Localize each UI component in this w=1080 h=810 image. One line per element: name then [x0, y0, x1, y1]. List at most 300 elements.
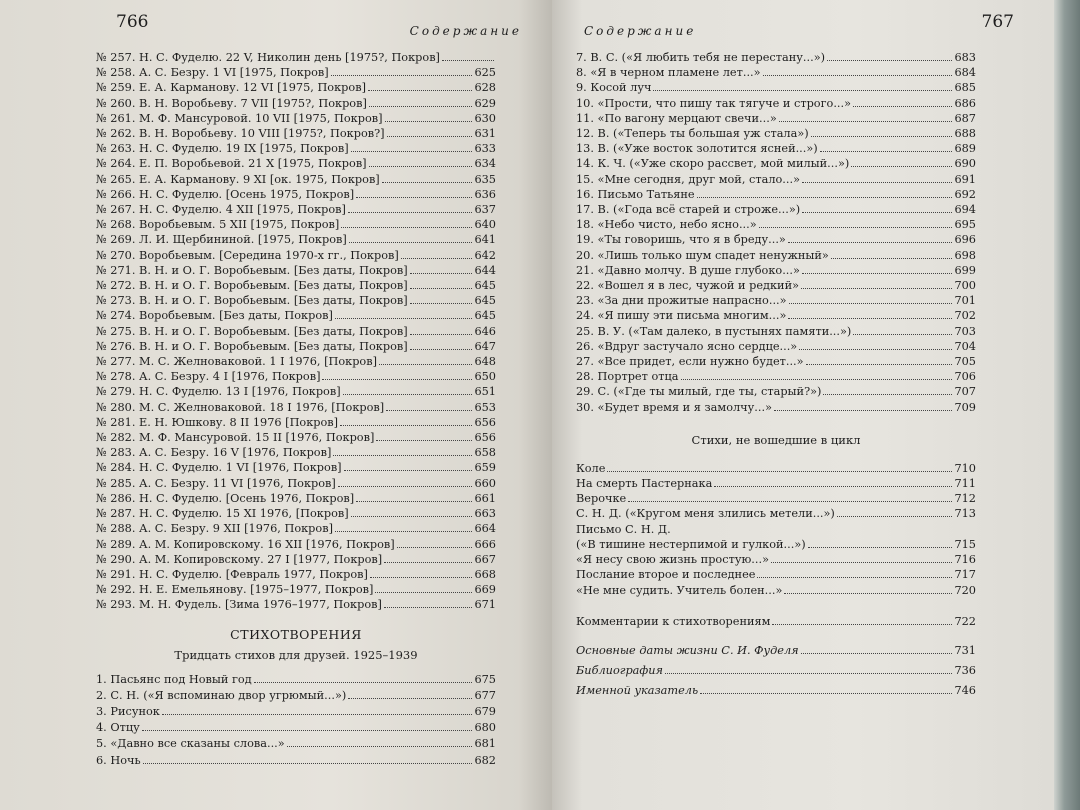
- leader-dots: [788, 242, 953, 243]
- toc-entry-title: 9. Косой луч: [576, 81, 652, 95]
- toc-entry: [96, 293, 496, 308]
- toc-entry-page: 645: [474, 309, 496, 323]
- toc-entry: [96, 582, 496, 597]
- toc-entry: [576, 354, 976, 369]
- toc-entry: [576, 111, 976, 126]
- toc-entry-title: № 274. Воробьевым. [Без даты, Покров]: [96, 309, 333, 323]
- toc-entry: [96, 430, 496, 445]
- toc-entry: [96, 736, 496, 751]
- toc-entry: [576, 156, 976, 171]
- toc-entry-title: № 257. Н. С. Фуделю. 22 V, Николин день [1975?, Покров]: [96, 51, 440, 64]
- toc-entry-page: 717: [954, 568, 976, 582]
- toc-entry-title: № 269. Л. И. Щербининой. [1975, Покров]: [96, 233, 347, 247]
- toc-entry-page: 675: [474, 672, 496, 686]
- toc-entry: [96, 753, 496, 768]
- toc-entry-page: 704: [954, 339, 976, 353]
- leader-dots: [335, 531, 472, 532]
- toc-entry-title: № 263. Н. С. Фуделю. 19 IX [1975, Покров]: [96, 142, 349, 156]
- toc-entry: [576, 126, 976, 141]
- toc-entry-page: 681: [474, 737, 496, 751]
- toc-entry: [576, 308, 976, 323]
- toc-entry: [576, 50, 976, 65]
- toc-entry: [96, 688, 496, 703]
- leader-dots: [351, 516, 473, 517]
- toc-entry-page: 702: [954, 309, 976, 323]
- leader-dots: [788, 318, 952, 319]
- leader-dots: [697, 197, 953, 198]
- toc-entry-title: 21. «Давно молчу. В душе глубоко...»: [576, 263, 800, 277]
- toc-entry-page: 664: [474, 522, 496, 536]
- leader-dots: [340, 425, 472, 426]
- leader-dots: [401, 258, 473, 259]
- toc-entry: [96, 50, 496, 65]
- leader-dots: [254, 682, 473, 683]
- leader-dots: [653, 90, 952, 91]
- toc-entry: [576, 461, 976, 476]
- toc-entry: [96, 111, 496, 126]
- toc-entry-title: № 260. В. Н. Воробьеву. 7 VII [1975?, Покров]: [96, 96, 367, 110]
- toc-entry-title: Именной указатель: [576, 684, 699, 698]
- leader-dots: [799, 349, 952, 350]
- toc-entry: [576, 80, 976, 95]
- toc-entry: [576, 202, 976, 217]
- toc-entry: [96, 339, 496, 354]
- extra-poems-list: [576, 461, 1054, 522]
- poems-list: [576, 50, 1054, 415]
- leader-dots: [802, 182, 952, 183]
- toc-entry-title: 28. Портрет отца: [576, 370, 679, 384]
- toc-entry-title: № 283. А. С. Безру. 16 V [1976, Покров]: [96, 446, 332, 460]
- toc-entry-page: 659: [474, 461, 496, 475]
- toc-entry-page: 656: [474, 415, 496, 429]
- appendix-list: [576, 643, 1054, 699]
- toc-entry-page: 640: [474, 218, 496, 232]
- toc-entry: [96, 80, 496, 95]
- toc-entry-page: 710: [954, 461, 976, 475]
- toc-entry-page: 628: [474, 81, 496, 95]
- toc-entry-title: 13. В. («Уже восток золотится ясней...»): [576, 142, 818, 156]
- leader-dots: [789, 303, 953, 304]
- left-page-header: [96, 10, 552, 50]
- toc-entry-title: 18. «Небо чисто, небо ясно...»: [576, 218, 757, 232]
- section-title: Стихи, не вошедшие в цикл: [691, 432, 861, 447]
- toc-entry-title: № 275. В. Н. и О. Г. Воробьевым. [Без даты, Покров]: [96, 324, 408, 338]
- leader-dots: [851, 166, 952, 167]
- toc-entry: [96, 491, 496, 506]
- toc-entry-title: Коле: [576, 461, 606, 475]
- toc-entry: [576, 141, 976, 156]
- leader-dots: [343, 394, 473, 395]
- toc-entry: [96, 476, 496, 491]
- leader-dots: [379, 364, 472, 365]
- toc-entry-title: № 272. В. Н. и О. Г. Воробьевым. [Без даты, Покров]: [96, 279, 408, 293]
- leader-dots: [410, 334, 473, 335]
- toc-entry: [96, 141, 496, 156]
- leader-dots: [369, 166, 473, 167]
- toc-entry: [96, 597, 496, 612]
- toc-entry-title: 27. «Все придет, если нужно будет...»: [576, 355, 804, 369]
- leader-dots: [338, 486, 473, 487]
- toc-entry-page: 635: [474, 172, 496, 186]
- leader-dots: [628, 501, 952, 502]
- leader-dots: [802, 212, 952, 213]
- toc-entry-title: Основные даты жизни С. И. Фуделя: [576, 643, 799, 657]
- toc-entry-page: 694: [954, 203, 976, 217]
- toc-entry-title: 20. «Лишь только шум спадет ненужный»: [576, 248, 829, 262]
- toc-entry-title: № 270. Воробьевым. [Середина 1970-х гг., Покров]: [96, 248, 399, 262]
- toc-entry-page: 653: [474, 400, 496, 414]
- leader-dots: [442, 60, 494, 61]
- extra-poems-list-continued: [576, 537, 1054, 598]
- toc-entry-title: № 264. Е. П. Воробьевой. 21 X [1975, Покров]: [96, 157, 367, 171]
- leader-dots: [386, 410, 472, 411]
- toc-entry-page: 720: [954, 583, 976, 597]
- leader-dots: [335, 318, 473, 319]
- toc-entry-page: 731: [954, 643, 976, 657]
- leader-dots: [823, 394, 952, 395]
- toc-entry: [576, 324, 976, 339]
- toc-entry-page: 631: [474, 127, 496, 141]
- toc-entry-page: 711: [954, 477, 976, 491]
- toc-entry-title: № 290. А. М. Копировскому. 27 I [1977, Покров]: [96, 552, 383, 566]
- leader-dots: [349, 242, 473, 243]
- toc-entry: [576, 476, 976, 491]
- leader-dots: [410, 303, 473, 304]
- toc-entry-page: 668: [474, 567, 496, 581]
- leader-dots: [162, 714, 473, 715]
- leader-dots: [853, 106, 952, 107]
- leader-dots: [714, 486, 952, 487]
- toc-entry: [96, 278, 496, 293]
- toc-entry: [576, 369, 976, 384]
- toc-entry-title: № 288. А. С. Безру. 9 XII [1976, Покров]: [96, 522, 333, 536]
- toc-entry: [96, 384, 496, 399]
- toc-entry-title: 11. «По вагону мерцают свечи...»: [576, 111, 777, 125]
- toc-entry-title: 7. В. С. («Я любить тебя не перестану...»): [576, 51, 826, 64]
- toc-entry-page: 691: [954, 172, 976, 186]
- toc-entry-page: 641: [474, 233, 496, 247]
- letters-list: [96, 50, 552, 613]
- toc-entry-page: 625: [474, 66, 496, 80]
- leader-dots: [344, 470, 473, 471]
- toc-entry: [576, 491, 976, 506]
- toc-entry-page: 647: [474, 339, 496, 353]
- leader-dots: [143, 763, 473, 764]
- toc-entry-page: 667: [474, 552, 496, 566]
- leader-dots: [369, 106, 473, 107]
- toc-entry-page: 636: [474, 187, 496, 201]
- toc-entry-title: № 286. Н. С. Фуделю. [Осень 1976, Покров]: [96, 491, 355, 505]
- toc-entry: [576, 278, 976, 293]
- toc-entry: [96, 263, 496, 278]
- toc-entry-page: 634: [474, 157, 496, 171]
- toc-entry: [96, 156, 496, 171]
- toc-entry-title: 5. «Давно все сказаны слова...»: [96, 737, 285, 751]
- toc-entry-title: 1. Пасьянс под Новый год: [96, 672, 252, 686]
- toc-entry-page: 706: [954, 370, 976, 384]
- toc-entry: [576, 65, 976, 80]
- leader-dots: [410, 288, 473, 289]
- toc-entry-title: 19. «Ты говоришь, что я в бреду...»: [576, 233, 786, 247]
- toc-entry: [576, 567, 976, 582]
- toc-entry-title: № 284. Н. С. Фуделю. 1 VI [1976, Покров]: [96, 461, 342, 475]
- leader-dots: [763, 75, 953, 76]
- leader-dots: [341, 227, 472, 228]
- leader-dots: [774, 410, 952, 411]
- leader-dots: [384, 562, 472, 563]
- toc-entry-title: 4. Отцу: [96, 721, 140, 735]
- toc-entry: [576, 263, 976, 278]
- leader-dots: [827, 60, 952, 61]
- toc-entry: [96, 537, 496, 552]
- toc-entry: [96, 172, 496, 187]
- toc-entry-page: 633: [474, 142, 496, 156]
- toc-entry-title: 26. «Вдруг застучало ясно сердце...»: [576, 339, 798, 353]
- toc-entry-title: 14. К. Ч. («Уже скоро рассвет, мой милый...»): [576, 157, 850, 171]
- toc-entry-title: № 278. А. С. Безру. 4 I [1976, Покров]: [96, 370, 321, 384]
- leader-dots: [837, 516, 953, 517]
- leader-dots: [808, 547, 953, 548]
- leader-dots: [331, 75, 473, 76]
- toc-entry-page: 669: [474, 583, 496, 597]
- leader-dots: [820, 151, 953, 152]
- toc-entry-page: 713: [954, 507, 976, 521]
- toc-entry-page: 685: [954, 81, 976, 95]
- toc-entry: [576, 172, 976, 187]
- toc-entry: [96, 720, 496, 735]
- leader-dots: [700, 693, 952, 694]
- toc-entry-page: 689: [954, 142, 976, 156]
- toc-entry-title: № 281. Е. Н. Юшкову. 8 II 1976 [Покров]: [96, 415, 339, 429]
- toc-entry-title: № 293. М. Н. Фудель. [Зима 1976–1977, Покров]: [96, 598, 382, 612]
- leader-dots: [802, 273, 953, 274]
- toc-entry: [96, 232, 496, 247]
- leader-dots: [351, 151, 473, 152]
- toc-entry-page: 645: [474, 279, 496, 293]
- toc-entry: [96, 202, 496, 217]
- toc-entry: [96, 354, 496, 369]
- book-edge: [1054, 0, 1080, 810]
- toc-entry: [96, 400, 496, 415]
- leader-dots: [376, 440, 472, 441]
- toc-entry: [96, 248, 496, 263]
- toc-entry-title: № 292. Н. Е. Емельянову. [1975–1977, Покров]: [96, 583, 374, 597]
- right-page: [552, 0, 1054, 810]
- toc-entry: [576, 96, 976, 111]
- leader-dots: [384, 607, 473, 608]
- leader-dots: [356, 197, 472, 198]
- toc-entry-page: 645: [474, 294, 496, 308]
- toc-entry: [576, 248, 976, 263]
- section-title: СТИХОТВОРЕНИЯ: [230, 626, 362, 642]
- toc-entry-title: № 289. А. М. Копировскому. 16 XII [1976, Покров]: [96, 537, 395, 551]
- toc-entry-title: «Я несу свою жизнь простую...»: [576, 553, 769, 567]
- toc-entry-page: 644: [474, 263, 496, 277]
- leader-dots: [771, 562, 952, 563]
- toc-entry: [576, 187, 976, 202]
- toc-entry: [96, 369, 496, 384]
- toc-entry: [576, 683, 976, 698]
- toc-entry-title: 16. Письмо Татьяне: [576, 187, 695, 201]
- toc-entry: [96, 415, 496, 430]
- toc-entry: [96, 96, 496, 111]
- toc-entry-title: 29. С. («Где ты милый, где ты, старый?»): [576, 385, 822, 399]
- toc-entry-title: 17. В. («Года всё старей и строже...»): [576, 203, 801, 217]
- leader-dots: [322, 379, 472, 380]
- toc-entry-page: 695: [954, 218, 976, 232]
- toc-entry-page: 709: [954, 400, 976, 414]
- toc-entry-page: 746: [954, 684, 976, 698]
- toc-entry-page: 736: [954, 664, 976, 678]
- toc-entry-page: 696: [954, 233, 976, 247]
- toc-entry-page: 648: [474, 355, 496, 369]
- toc-entry-page: 682: [474, 753, 496, 767]
- leader-dots: [368, 90, 472, 91]
- leader-dots: [801, 653, 953, 654]
- running-head: Содержание: [409, 24, 522, 38]
- right-page-header: [576, 10, 1054, 50]
- toc-entry-title: 15. «Мне сегодня, друг мой, стало...»: [576, 172, 800, 186]
- toc-entry: [96, 460, 496, 475]
- toc-entry-title: 12. В. («Теперь ты большая уж стала»): [576, 127, 809, 141]
- toc-entry-page: 701: [954, 294, 976, 308]
- toc-entry: [96, 704, 496, 719]
- toc-entry: [96, 567, 496, 582]
- toc-entry-page: 700: [954, 279, 976, 293]
- toc-entry-page: 629: [474, 96, 496, 110]
- toc-entry-title: 10. «Прости, что пишу так тягуче и строго...»: [576, 96, 852, 110]
- leader-dots: [142, 730, 473, 731]
- toc-entry-page: 658: [474, 446, 496, 460]
- toc-entry-commentary: [576, 614, 976, 629]
- toc-entry-page: 703: [954, 324, 976, 338]
- leader-dots: [287, 746, 473, 747]
- leader-dots: [382, 182, 473, 183]
- leader-dots: [375, 592, 472, 593]
- toc-entry: [576, 663, 976, 678]
- leader-dots: [757, 577, 952, 578]
- toc-entry: [96, 65, 496, 80]
- leader-dots: [356, 501, 472, 502]
- toc-entry: [576, 552, 976, 567]
- poems-list: [96, 672, 552, 768]
- toc-entry-page: 692: [954, 187, 976, 201]
- toc-entry-title: № 277. М. С. Желноваковой. 1 I 1976, [Покров]: [96, 355, 377, 369]
- leader-dots: [333, 455, 472, 456]
- toc-entry-title: Верочке: [576, 492, 627, 506]
- toc-entry-title: С. Н. Д. («Кругом меня злились метели...»): [576, 507, 835, 521]
- toc-entry-page: 650: [474, 370, 496, 384]
- leader-dots: [370, 577, 473, 578]
- toc-entry-page: 660: [474, 476, 496, 490]
- toc-entry-title: № 268. Воробьевым. 5 XII [1975, Покров]: [96, 218, 340, 232]
- toc-entry-page: 699: [954, 263, 976, 277]
- toc-entry: [576, 232, 976, 247]
- page-number: 767: [981, 12, 1014, 32]
- toc-entry-title: № 259. Е. А. Карманову. 12 VI [1975, Покров]: [96, 81, 366, 95]
- toc-entry-title: № 261. М. Ф. Мансуровой. 10 VII [1975, Покров]: [96, 111, 383, 125]
- leader-dots: [681, 379, 953, 380]
- toc-entry: [96, 217, 496, 232]
- toc-entry: [96, 187, 496, 202]
- leader-dots: [607, 471, 952, 472]
- toc-entry-title: Комментарии к стихотворениям: [576, 614, 771, 628]
- toc-entry: [96, 445, 496, 460]
- toc-entry-title: На смерть Пастернака: [576, 477, 713, 491]
- toc-entry: [576, 217, 976, 232]
- toc-entry-title: № 266. Н. С. Фуделю. [Осень 1975, Покров]: [96, 187, 355, 201]
- toc-entry-page: 671: [474, 598, 496, 612]
- toc-entry-page: 677: [474, 688, 496, 702]
- toc-entry-page: 687: [954, 111, 976, 125]
- toc-entry-page: 722: [954, 614, 976, 628]
- toc-entry-title: № 291. Н. С. Фуделю. [Февраль 1977, Покров]: [96, 567, 368, 581]
- toc-entry-title: № 285. А. С. Безру. 11 VI [1976, Покров]: [96, 476, 336, 490]
- toc-entry-page: 684: [954, 66, 976, 80]
- toc-entry-title: 3. Рисунок: [96, 704, 160, 718]
- toc-entry: [576, 537, 976, 552]
- toc-entry-title: № 287. Н. С. Фуделю. 15 XI 1976, [Покров]: [96, 507, 349, 521]
- toc-entry-page: 679: [474, 704, 496, 718]
- toc-entry-title: 22. «Вошел я в лес, чужой и редкий»: [576, 279, 800, 293]
- leader-dots: [410, 349, 473, 350]
- leader-dots: [853, 334, 952, 335]
- toc-entry-page: 683: [954, 51, 976, 64]
- toc-entry: [96, 506, 496, 521]
- toc-entry-title: 6. Ночь: [96, 753, 141, 767]
- toc-entry-page: 688: [954, 127, 976, 141]
- toc-entry-title: 8. «Я в черном пламене лет...»: [576, 66, 761, 80]
- toc-entry-page: 656: [474, 431, 496, 445]
- toc-entry: [576, 384, 976, 399]
- toc-entry-title: № 265. Е. А. Карманову. 9 XI [ок. 1975, Покров]: [96, 172, 380, 186]
- toc-entry-title: 30. «Будет время и я замолчу...»: [576, 400, 772, 414]
- toc-entry-title: № 267. Н. С. Фуделю. 4 XII [1975, Покров]: [96, 203, 346, 217]
- toc-entry-page: 666: [474, 537, 496, 551]
- toc-entry-page: 707: [954, 385, 976, 399]
- leader-dots: [772, 624, 952, 625]
- toc-entry-page: 661: [474, 491, 496, 505]
- toc-entry-title: 24. «Я пишу эти письма многим...»: [576, 309, 787, 323]
- toc-entry: [96, 521, 496, 536]
- toc-entry: [576, 643, 976, 658]
- toc-entry-title: № 258. А. С. Безру. 1 VI [1975, Покров]: [96, 66, 329, 80]
- leader-dots: [801, 288, 952, 289]
- leader-dots: [806, 364, 953, 365]
- toc-entry: [96, 324, 496, 339]
- leader-dots: [387, 136, 473, 137]
- leader-dots: [665, 673, 952, 674]
- toc-entry-title: № 280. М. С. Желноваковой. 18 I 1976, [Покров]: [96, 400, 385, 414]
- toc-entry: [96, 672, 496, 687]
- toc-entry-page: 680: [474, 721, 496, 735]
- leader-dots: [410, 273, 473, 274]
- toc-entry: [96, 308, 496, 323]
- toc-entry: [96, 126, 496, 141]
- leader-dots: [759, 227, 953, 228]
- toc-entry-page: 715: [954, 537, 976, 551]
- leader-dots: [784, 593, 952, 594]
- toc-entry-page: 712: [954, 492, 976, 506]
- toc-entry: [576, 293, 976, 308]
- toc-entry-page: 686: [954, 96, 976, 110]
- toc-entry-page: 716: [954, 553, 976, 567]
- toc-entry: [576, 506, 976, 521]
- toc-entry-page: 642: [474, 248, 496, 262]
- toc-entry-title: 23. «За дни прожитые напрасно...»: [576, 294, 787, 308]
- toc-entry-title: № 262. В. Н. Воробьеву. 10 VIII [1975?, Покров?]: [96, 127, 385, 141]
- leader-dots: [811, 136, 953, 137]
